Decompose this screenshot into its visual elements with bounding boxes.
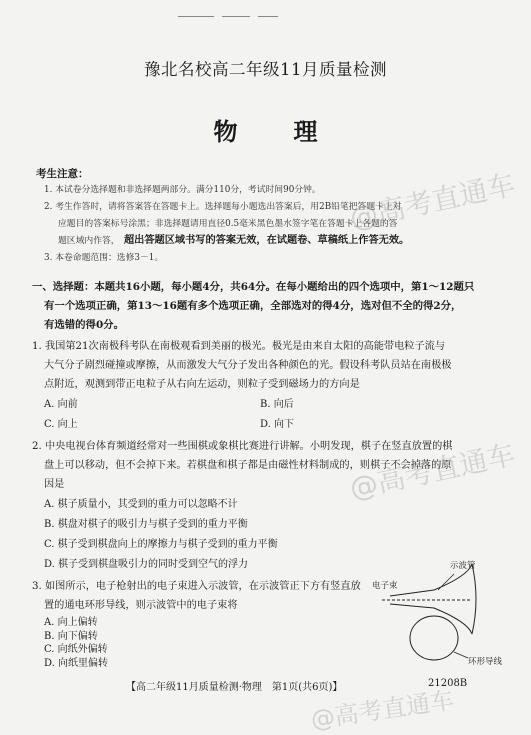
question-2-option: C. 棋子受到棋盘向上的摩擦力与棋子受到的重力平衡 — [44, 539, 278, 550]
section-heading: 一、选择题：本题共16小题，每小题4分，共64分。在每小题给出的四个选项中，第1～12题只 — [32, 281, 475, 293]
notice-item: 1. 本试卷分选择题和非选择题两部分。满分110分，考试时间90分钟。 — [44, 185, 321, 195]
figure-label-wire: 环形导线 — [468, 656, 503, 666]
watermark: @高考直通车 — [346, 167, 518, 236]
question-2-option: D. 棋子受到棋盘吸引力的同时受到空气的浮力 — [44, 559, 249, 570]
exam-title: 豫北名校高二年级11月质量检测 — [144, 60, 387, 79]
section-heading: 有选错的得0分。 — [44, 319, 124, 331]
notice-item: 题区域内作答， — [58, 236, 120, 246]
oscilloscope-figure — [372, 558, 512, 668]
notice-item: 2. 考生作答时，请将答案答在答题卡上。选择题每小题选出答案后，用2B铅笔把答题卡上对 — [44, 202, 402, 212]
figure-label-beam: 电子束 — [372, 580, 398, 590]
tube-screen — [472, 564, 476, 634]
question-3-option: B. 向下偏转 — [44, 631, 98, 642]
question-1-text: 大气分子剧烈碰撞或摩擦，从而激发大气分子发出各种颜色的光。假设科考队员站在南极极 — [44, 360, 452, 371]
question-2-text: 因是 — [44, 479, 65, 490]
question-2-option: A. 棋子质量小，其受到的重力可以忽略不计 — [44, 499, 238, 510]
question-3-text: 置的通电环形导线，则示波管中的电子束将 — [44, 600, 238, 611]
tube-outline — [390, 564, 472, 634]
question-1-option: C. 向上 — [44, 419, 78, 430]
notice-item-emphasis: 超出答题区域书写的答案无效，在试题卷、草稿纸上作答无效。 — [124, 234, 410, 246]
question-3-option: C. 向纸外偏转 — [44, 644, 108, 655]
subject-title: 物 理 — [213, 117, 334, 146]
top-dash-3 — [258, 16, 278, 17]
question-3-option-d: D. 向纸里偏转 — [44, 658, 109, 669]
paper-code: 21208B — [428, 678, 468, 689]
notice-item: 应题目的答案标号涂黑；非选择题请用直径0.5毫米黑色墨水签字笔在答题卡上各题的答 — [58, 219, 398, 229]
section-heading: 有一个选项正确，第13～16题有多个选项正确，全部选对的得4分，选对但不全的得2分， — [44, 300, 462, 312]
page-footer: 【高二年级11月质量检测·物理 第1页(共6页)】 — [126, 682, 343, 693]
question-2-text: 盘上可以移动，但不会掉下来。若棋盘和棋子都是由磁性材料制成的，则棋子不会掉落的原 — [44, 460, 452, 471]
top-dash-2 — [222, 16, 250, 17]
question-3-text: 3. 如图所示，电子枪射出的电子束进入示波管，在示波管正下方有竖直放 — [32, 581, 361, 592]
watermark: @高考直通车 — [346, 437, 518, 506]
ring-pointer — [454, 652, 468, 658]
question-1-text: 1. 我国第21次南极科考队在南极观看到美丽的极光。极光是由来自太阳的高能带电粒子流与 — [32, 341, 446, 352]
notice-item: 3. 本卷命题范围：选修3－1。 — [44, 253, 164, 263]
question-2-option: B. 棋盘对棋子的吸引力与棋子受到的重力平衡 — [44, 519, 248, 530]
ring-wire — [410, 616, 458, 660]
question-3-option: A. 向上偏转 — [44, 617, 98, 628]
question-1-option: A. 向前 — [44, 399, 78, 410]
top-dash-1 — [178, 16, 214, 17]
question-1-option: D. 向下 — [260, 419, 295, 430]
question-1-option: B. 向后 — [260, 399, 294, 410]
notice-title: 考生注意： — [36, 168, 89, 180]
question-1-text: 点附近，观测到带正电粒子从右向左运动，则粒子受到磁场力的方向是 — [44, 379, 360, 390]
watermark: @高考直通车 — [309, 686, 456, 734]
question-2-text: 2. 中央电视台体育频道经常对一些围棋或象棋比赛进行讲解。小明发现，棋子在竖直放置的棋 — [32, 441, 453, 452]
figure-label-tube: 示波管 — [450, 560, 476, 570]
